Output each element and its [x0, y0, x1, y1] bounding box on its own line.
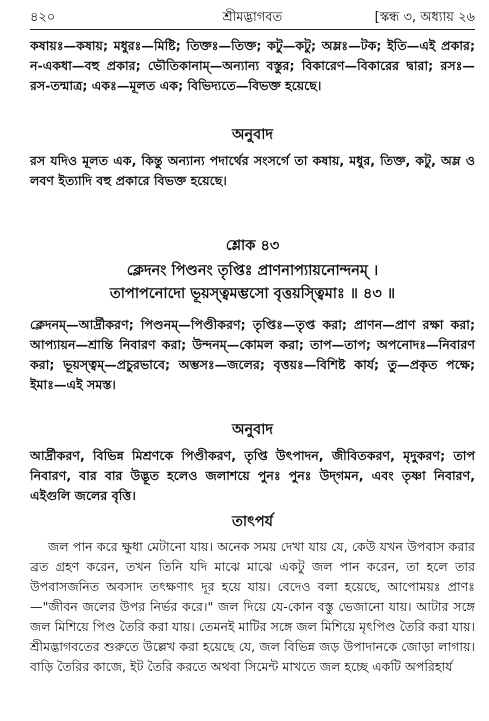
book-title: শ্রীমদ্ভাগবত	[222, 10, 283, 25]
verse-line-2: তাপাপনোদো ভূয়স্ত্বমম্ভসো বৃত্তয়স্ত্বিমাঃ ॥ ৪৩ ॥	[109, 286, 396, 302]
translation-heading-1: অনুবাদ	[231, 127, 274, 143]
page-header	[30, 8, 475, 28]
header-rule	[30, 29, 475, 30]
page-number: ৪২০	[30, 10, 56, 25]
translation-paragraph-1: রস যদিও মূলত এক, কিন্তু অন্যান্য পদার্থের সংসর্গে তা কষায়, মধুর, তিক্ত, কটু, অম্ল ও লবণ ইত্যাদি বহু প্রকারে বিভক্ত হয়েছে।	[30, 153, 475, 188]
synonyms-paragraph-2: ক্লেদনম্—আর্দ্রীকরণ; পিণ্ডনম্—পিণ্ডীকরণ; তৃপ্তিঃ—তৃপ্ত করা; প্রাণন—প্রাণ রক্ষা করা; আপ্যায়ন—শ্রান্তি নিবারণ করা; উন্দনম্—কোমল করা; তাপ—তাপ; অপনোদঃ—নিবারণ করা; ভূয়স্ত্বম্—প্রচুরভাবে; অম্ভসঃ—জলের; বৃত্তয়ঃ—বিশিষ্ট কার্য; তু—প্রকৃত পক্ষে; ইমাঃ—এই সমস্ত।	[30, 317, 475, 392]
verse-heading: শ্লোক ৪৩	[225, 238, 280, 254]
verse-line-1: ক্লেদনং পিণ্ডনং তৃপ্তিঃ প্রাণনাপ্যায়নোন্দনম্ ।	[126, 263, 379, 279]
chapter-reference: [স্কন্ধ ৩, অধ্যায় ২৬	[374, 10, 475, 25]
synonyms-paragraph-1: কষায়ঃ—কষায়; মধুরঃ—মিষ্টি; তিক্তঃ—তিক্ত; কটু—কটু; অম্লঃ—টক; ইতি—এই প্রকার; ন-একধা—বহু প্রকার; ভৌতিকানাম্—অন্যান্য বস্তুর; বিকারেণ—বিকারের দ্বারা; রসঃ—রস-তন্মাত্র; একঃ—মূলত এক; বিভিদ্যতে—বিভক্ত হয়েছে।	[30, 38, 475, 93]
translation-heading-2: অনুবাদ	[231, 422, 274, 438]
purport-heading: তাৎপর্য	[231, 514, 274, 530]
translation-paragraph-2: আর্দ্রীকরণ, বিভিন্ন মিশ্রণকে পিণ্ডীকরণ, তৃপ্তি উৎপাদন, জীবিতকরণ, মৃদুকরণ; তাপ নিবারণ, বার বার উদ্ভূত হলেও জলাশয়ে পুনঃ পুনঃ উদ্‌গমন, এবং তৃষ্ণা নিবারণ, এইগুলি জলের বৃত্তি।	[30, 448, 475, 503]
purport-paragraph: জল পান করে ক্ষুধা মেটানো যায়। অনেক সময় দেখা যায় যে, কেউ যখন উপবাস করার ব্রত গ্রহণ করেন, তখন তিনি যদি মাঝে মাঝে একটু জল পান করেন, তা হলে তার উপবাসজনিত অবসাদ তৎক্ষণাৎ দূর হয়ে যায়। বেদেও বলা হয়েছে, আপোময়ঃ প্রাণঃ—"জীবন জলের উপর নির্ভর করে।" জল দিয়ে যে-কোন বস্তু ভেজানো যায়। আটার সঙ্গে জল মিশিয়ে পিণ্ড তৈরি করা যায়। তেমনই মাটির সঙ্গে জল মিশিয়ে মৃৎপিণ্ড তৈরি করা যায়। শ্রীমদ্ভাগবতের শুরুতে উল্লেখ করা হয়েছে যে, জল বিভিন্ন জড় উপাদানকে জোড়া লাগায়। বাড়ি তৈরির কাজে, ইট তৈরি করতে অথবা সিমেন্ট মাখতে জল হচ্ছে একটি অপরিহার্য	[30, 539, 475, 674]
